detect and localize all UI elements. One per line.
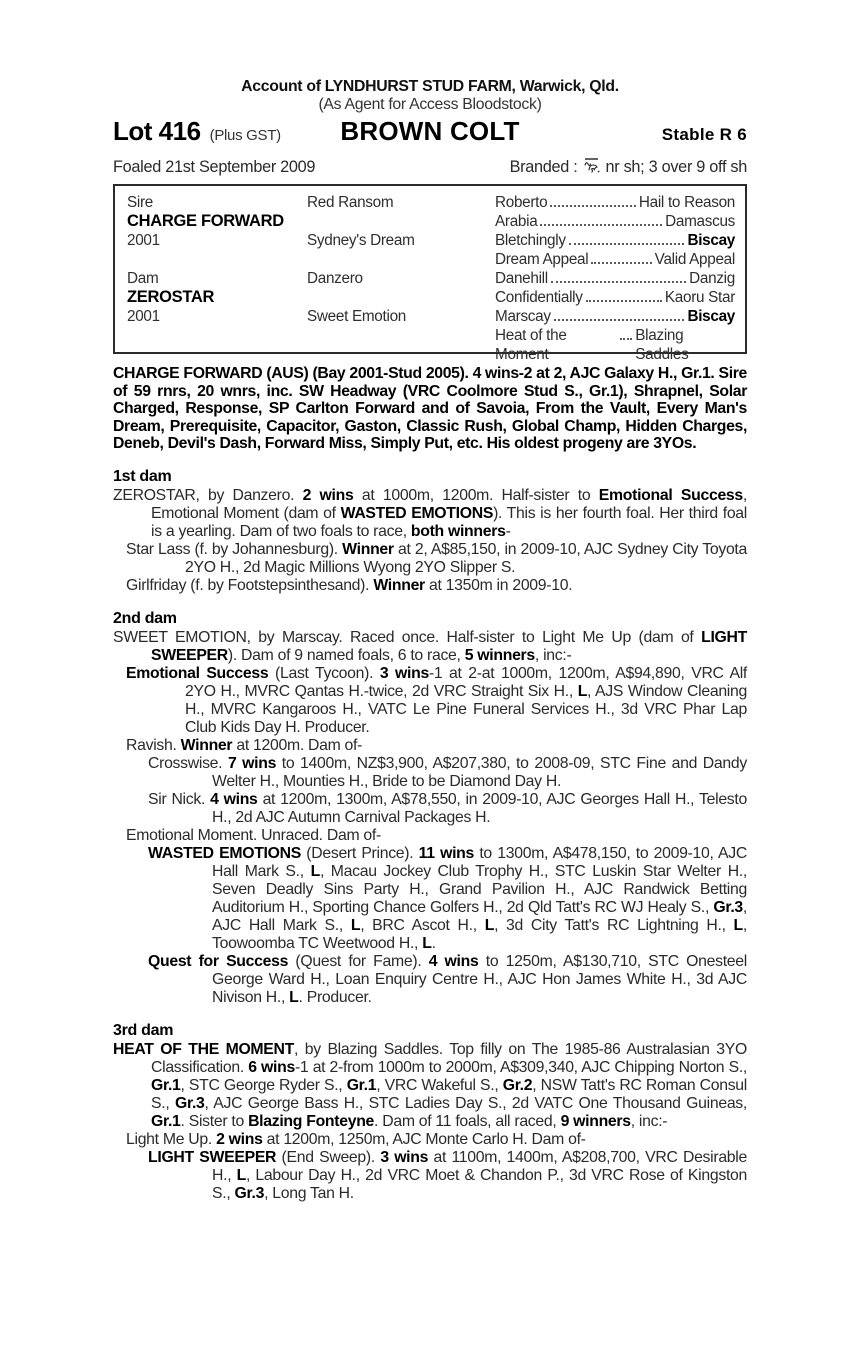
text-segment: Emotional Success <box>598 486 743 504</box>
pedigree-row <box>127 307 735 326</box>
text-segment: 5 winners <box>464 646 535 664</box>
text-segment: L <box>577 682 588 700</box>
generation1-name: Dam <box>127 270 159 287</box>
text-segment: L <box>350 916 361 934</box>
text-segment: , 3d City Tatt's RC Lightning H., <box>494 916 734 934</box>
text-segment: , inc:- <box>534 646 572 664</box>
text-segment: to 1300m, A$478,150, to 2009-10, AJC Hall Mark S., <box>212 844 748 880</box>
text-segment: Blazing Fonteyne <box>248 1112 375 1130</box>
dam-sections <box>113 468 747 1203</box>
generation3-pair <box>495 288 735 307</box>
text-segment: Gr.1 <box>151 1076 181 1094</box>
catalogue-page <box>113 0 747 1203</box>
leader-dots <box>591 262 651 264</box>
gen4-ancestor-name: Biscay <box>687 232 735 249</box>
gen4-ancestor-name: Danzig <box>689 270 735 287</box>
text-segment: Gr.3 <box>713 898 743 916</box>
dam-section-heading: 3rd dam <box>113 1021 174 1039</box>
generation2-name: Danzero <box>307 270 363 287</box>
text-segment: , VRC Wakeful S., <box>376 1076 503 1094</box>
text-segment: Crosswise. <box>148 754 228 772</box>
gen3-ancestor-name: Dream Appeal <box>495 251 589 268</box>
pedigree-row <box>127 193 735 212</box>
gen4-ancestor-name: Blazing Saddles <box>635 327 689 363</box>
text-segment: L <box>484 916 495 934</box>
generation2-name: Red Ransom <box>307 194 394 211</box>
text-segment: , by Blazing Saddles. Top filly on The 1985-86 Australasian 3YO Classification. <box>151 1040 747 1076</box>
text-segment: -1 at 2-at 1000m, 1200m, A$94,890, VRC Alf 2YO H., MVRC Qantas H.-twice, 2d VRC Straight Six H., <box>185 664 747 700</box>
text-segment: , STC George Ryder S., <box>180 1076 347 1094</box>
branded-info <box>510 155 747 176</box>
text-segment: SWEET EMOTION, by Marscay. Raced once. Half-sister to Light Me Up (dam of <box>113 628 702 646</box>
leader-dots <box>569 243 685 245</box>
gen4-ancestor-name: Hail to Reason <box>638 194 735 211</box>
text-segment: - <box>505 522 511 540</box>
foaled-row <box>113 155 747 176</box>
gen4-ancestor-name: Damascus <box>665 213 735 230</box>
text-segment: , Emotional Moment (dam of <box>151 486 747 522</box>
gen3-ancestor-name: Bletchingly <box>495 232 566 249</box>
agent-line: (As Agent for Access Bloodstock) <box>318 96 542 113</box>
sire-summary: CHARGE FORWARD (AUS) (Bay 2001-Stud 2005). 4 wins-2 at 2, AJC Galaxy H., Gr.1. Sire of 59 rnrs, 20 wnrs, inc. SW Headway (VRC Coolmore Stud S., Gr.1), Shrapnel, Solar Charged, Response, SP Carlton Forward and of Savoia, From the Vault, Every Man's Dream, Prerequisite, Capacitor, Gaston, Classic Rush, Global Champ, Hidden Charges, Deneb, Devil's Dash, Forward Miss, Simply Put, etc. His oldest progeny are 3YOs. <box>113 365 747 453</box>
horse-title: BROWN COLT <box>340 116 520 146</box>
text-segment: 9 winners <box>560 1112 631 1130</box>
pedigree-paragraph <box>126 827 747 845</box>
text-segment: Light Me Up. <box>126 1130 217 1148</box>
text-segment: to 1250m, A$130,710, STC Onesteel George Ward H., Loan Enquiry Centre H., AJC Hon James White H., 3d AJC Nivison H., <box>212 952 747 1006</box>
text-segment: at 2, A$85,150, in 2009-10, AJC Sydney City Toyota 2YO H., 2d Magic Millions Wyong 2YO Slipper S. <box>185 540 748 576</box>
text-segment: ). This is her fourth foal. Her third foal is a yearling. Dam of two foals to race, <box>151 504 748 540</box>
horse-brand-mark-icon <box>581 157 601 174</box>
text-segment: Girlfriday (f. by Footstepsinthesand). <box>126 576 374 594</box>
pedigree-paragraph <box>148 791 747 827</box>
text-segment: Gr.2 <box>502 1076 533 1094</box>
generation3-pair <box>495 307 735 326</box>
text-segment: at 1350m in 2009-10. <box>424 576 573 594</box>
text-segment: 3 wins <box>380 1148 429 1166</box>
text-segment: Winner <box>373 576 425 594</box>
leader-dots <box>620 338 632 340</box>
text-segment: (Desert Prince). <box>300 844 419 862</box>
text-segment: LIGHT SWEEPER <box>151 628 747 664</box>
gen3-ancestor-name: Heat of the Moment <box>495 327 567 363</box>
generation1-name: 2001 <box>127 308 160 325</box>
pedigree-paragraph <box>113 629 747 665</box>
text-segment: L <box>733 916 743 934</box>
text-segment: , NSW Tatt's RC Roman Consul S., <box>151 1076 747 1112</box>
text-segment: LIGHT SWEEPER <box>148 1148 277 1166</box>
gen4-ancestor-name: Kaoru Star <box>664 289 735 306</box>
text-segment: HEAT OF THE MOMENT <box>113 1040 294 1058</box>
text-segment: , AJC Hall Mark S., <box>212 898 747 934</box>
text-segment: at 1200m. Dam of- <box>232 736 363 754</box>
text-segment: . Dam of 11 foals, all raced, <box>374 1112 561 1130</box>
text-segment: -1 at 2-from 1000m to 2000m, A$309,340, AJC Chipping Norton S., <box>294 1058 747 1076</box>
generation3-pair <box>495 326 735 364</box>
foaled-date: Foaled 21st September 2009 <box>113 158 316 176</box>
text-segment: . Producer. <box>298 988 372 1006</box>
pedigree-paragraph <box>148 1149 747 1203</box>
pedigree-paragraph <box>126 1131 747 1149</box>
pedigree-row <box>127 231 735 250</box>
generation1-name: CHARGE FORWARD <box>127 212 284 230</box>
pedigree-paragraph <box>126 577 747 595</box>
text-segment: Winner <box>342 540 394 558</box>
pedigree-paragraph <box>113 1041 747 1131</box>
gen4-ancestor-name: Valid Appeal <box>654 251 735 268</box>
text-segment: Quest for Success <box>148 952 289 970</box>
text-segment: Star Lass (f. by Johannesburg). <box>126 540 343 558</box>
text-segment: (Last Tycoon). <box>268 664 380 682</box>
pedigree-row <box>127 269 735 288</box>
generation3-pair <box>495 231 735 250</box>
gen3-ancestor-name: Confidentially <box>495 289 583 306</box>
lot-row <box>113 116 747 146</box>
generation3-pair <box>495 250 735 269</box>
lot-number: Lot 416 <box>113 116 201 146</box>
pedigree-paragraph <box>113 487 747 541</box>
text-segment: 7 wins <box>227 754 277 772</box>
text-segment: L <box>236 1166 246 1184</box>
text-segment: 4 wins <box>428 952 479 970</box>
leader-dots <box>551 281 686 283</box>
account-line: Account of LYNDHURST STUD FARM, Warwick, Qld. <box>241 78 619 95</box>
generation3-pair <box>495 212 735 231</box>
pedigree-row <box>127 212 735 231</box>
pedigree-row <box>127 326 735 363</box>
generation3-pair <box>495 269 735 288</box>
text-segment: L <box>289 988 299 1006</box>
generation2-name: Sweet Emotion <box>307 308 406 325</box>
text-segment: , Macau Jockey Club Trophy H., STC Luskin Star Welter H., Seven Deadly Sins Party H., Grand Pavilion H., AJC Randwick Betting Auditorium H., Sporting Chance Golfers H., 2d Qld Tatt's RC WJ Healy S., <box>212 862 747 916</box>
leader-dots <box>554 319 685 321</box>
dam-section-heading: 2nd dam <box>113 609 177 627</box>
generation1-name: 2001 <box>127 232 160 249</box>
text-segment: (Quest for Fame). <box>288 952 429 970</box>
gen3-ancestor-name: Marscay <box>495 308 551 325</box>
gen3-ancestor-name: Arabia <box>495 213 538 230</box>
leader-dots <box>586 300 662 302</box>
pedigree-table <box>113 184 747 363</box>
gen3-ancestor-name: Roberto <box>495 194 548 211</box>
text-segment: Gr.3 <box>234 1184 265 1202</box>
text-segment: 2 wins <box>302 486 354 504</box>
pedigree-paragraph <box>148 953 747 1007</box>
gen3-ancestor-name: Danehill <box>495 270 548 287</box>
text-segment: both winners <box>410 522 506 540</box>
text-segment: , Labour Day H., 2d VRC Moet & Chandon P., 3d VRC Rose of Kingston S., <box>212 1166 748 1202</box>
text-segment: , BRC Ascot H., <box>360 916 485 934</box>
gen4-ancestor-name: Biscay <box>687 308 735 325</box>
text-segment: . <box>431 934 436 952</box>
pedigree-paragraph <box>148 845 747 953</box>
text-segment: , Long Tan H. <box>264 1184 354 1202</box>
pedigree-row <box>127 250 735 269</box>
text-segment: Emotional Moment. Unraced. Dam of- <box>126 826 381 844</box>
pedigree-paragraph <box>126 541 747 577</box>
text-segment: , inc:- <box>630 1112 668 1130</box>
text-segment: (End Sweep). <box>276 1148 381 1166</box>
dam-section-heading: 1st dam <box>113 467 172 485</box>
text-segment: , Toowoomba TC Weetwood H., <box>212 916 747 952</box>
generation1-name: Sire <box>127 194 154 211</box>
text-segment: to 1400m, NZ$3,900, A$207,380, to 2008-09, STC Fine and Dandy Welter H., Mounties H., Bride to be Diamond Day H. <box>212 754 747 790</box>
text-segment: , AJC George Bass H., STC Ladies Day S., 2d VATC One Thousand Guineas, <box>204 1094 747 1112</box>
leader-dots <box>550 205 636 207</box>
pedigree-paragraph <box>126 737 747 755</box>
text-segment: Ravish. <box>126 736 181 754</box>
text-segment: 4 wins <box>210 790 258 808</box>
text-segment: at 1100m, 1400m, A$208,700, VRC Desirable H., <box>212 1148 747 1184</box>
text-segment: . Sister to <box>180 1112 249 1130</box>
text-segment: ZEROSTAR, by Danzero. <box>113 486 303 504</box>
text-segment: Winner <box>180 736 233 754</box>
text-segment: 2 wins <box>216 1130 263 1148</box>
text-segment: 3 wins <box>379 664 429 682</box>
text-segment: WASTED EMOTIONS <box>340 504 494 522</box>
text-segment: 11 wins <box>418 844 475 862</box>
lot-left <box>113 116 281 146</box>
lot-gst-note: (Plus GST) <box>209 127 281 144</box>
text-segment: Emotional Success <box>126 664 269 682</box>
text-segment: , AJS Window Cleaning H., MVRC Kangaroos H., VATC Le Pine Funeral Services H., 3d VRC Phar Lap Club Kids Day H. Producer. <box>185 682 747 736</box>
text-segment: Sir Nick. <box>148 790 211 808</box>
text-segment: 6 wins <box>248 1058 295 1076</box>
pedigree-row <box>127 288 735 307</box>
text-segment: at 1000m, 1200m. Half-sister to <box>353 486 599 504</box>
text-segment: L <box>422 934 432 952</box>
text-segment: WASTED EMOTIONS <box>148 844 301 862</box>
generation1-name: ZEROSTAR <box>127 288 215 306</box>
text-segment: L <box>310 862 320 880</box>
generation2-name: Sydney's Dream <box>307 232 415 249</box>
text-segment: Gr.1 <box>346 1076 377 1094</box>
leader-dots <box>540 224 662 226</box>
text-segment: Gr.1 <box>151 1112 181 1130</box>
generation3-pair <box>495 193 735 212</box>
stable-label: Stable R 6 <box>661 125 747 144</box>
branded-description: nr sh; 3 over 9 off sh <box>605 158 747 176</box>
text-segment: ). Dam of 9 named foals, 6 to race, <box>227 646 465 664</box>
text-segment: Gr.3 <box>174 1094 205 1112</box>
text-segment: at 1200m, 1300m, A$78,550, in 2009-10, AJC Georges Hall H., Telesto H., 2d AJC Autumn Carnival Packages H. <box>212 790 747 826</box>
pedigree-paragraph <box>126 665 747 737</box>
branded-label: Branded : <box>509 158 578 176</box>
text-segment: at 1200m, 1250m, AJC Monte Carlo H. Dam of- <box>262 1130 586 1148</box>
pedigree-paragraph <box>148 755 747 791</box>
